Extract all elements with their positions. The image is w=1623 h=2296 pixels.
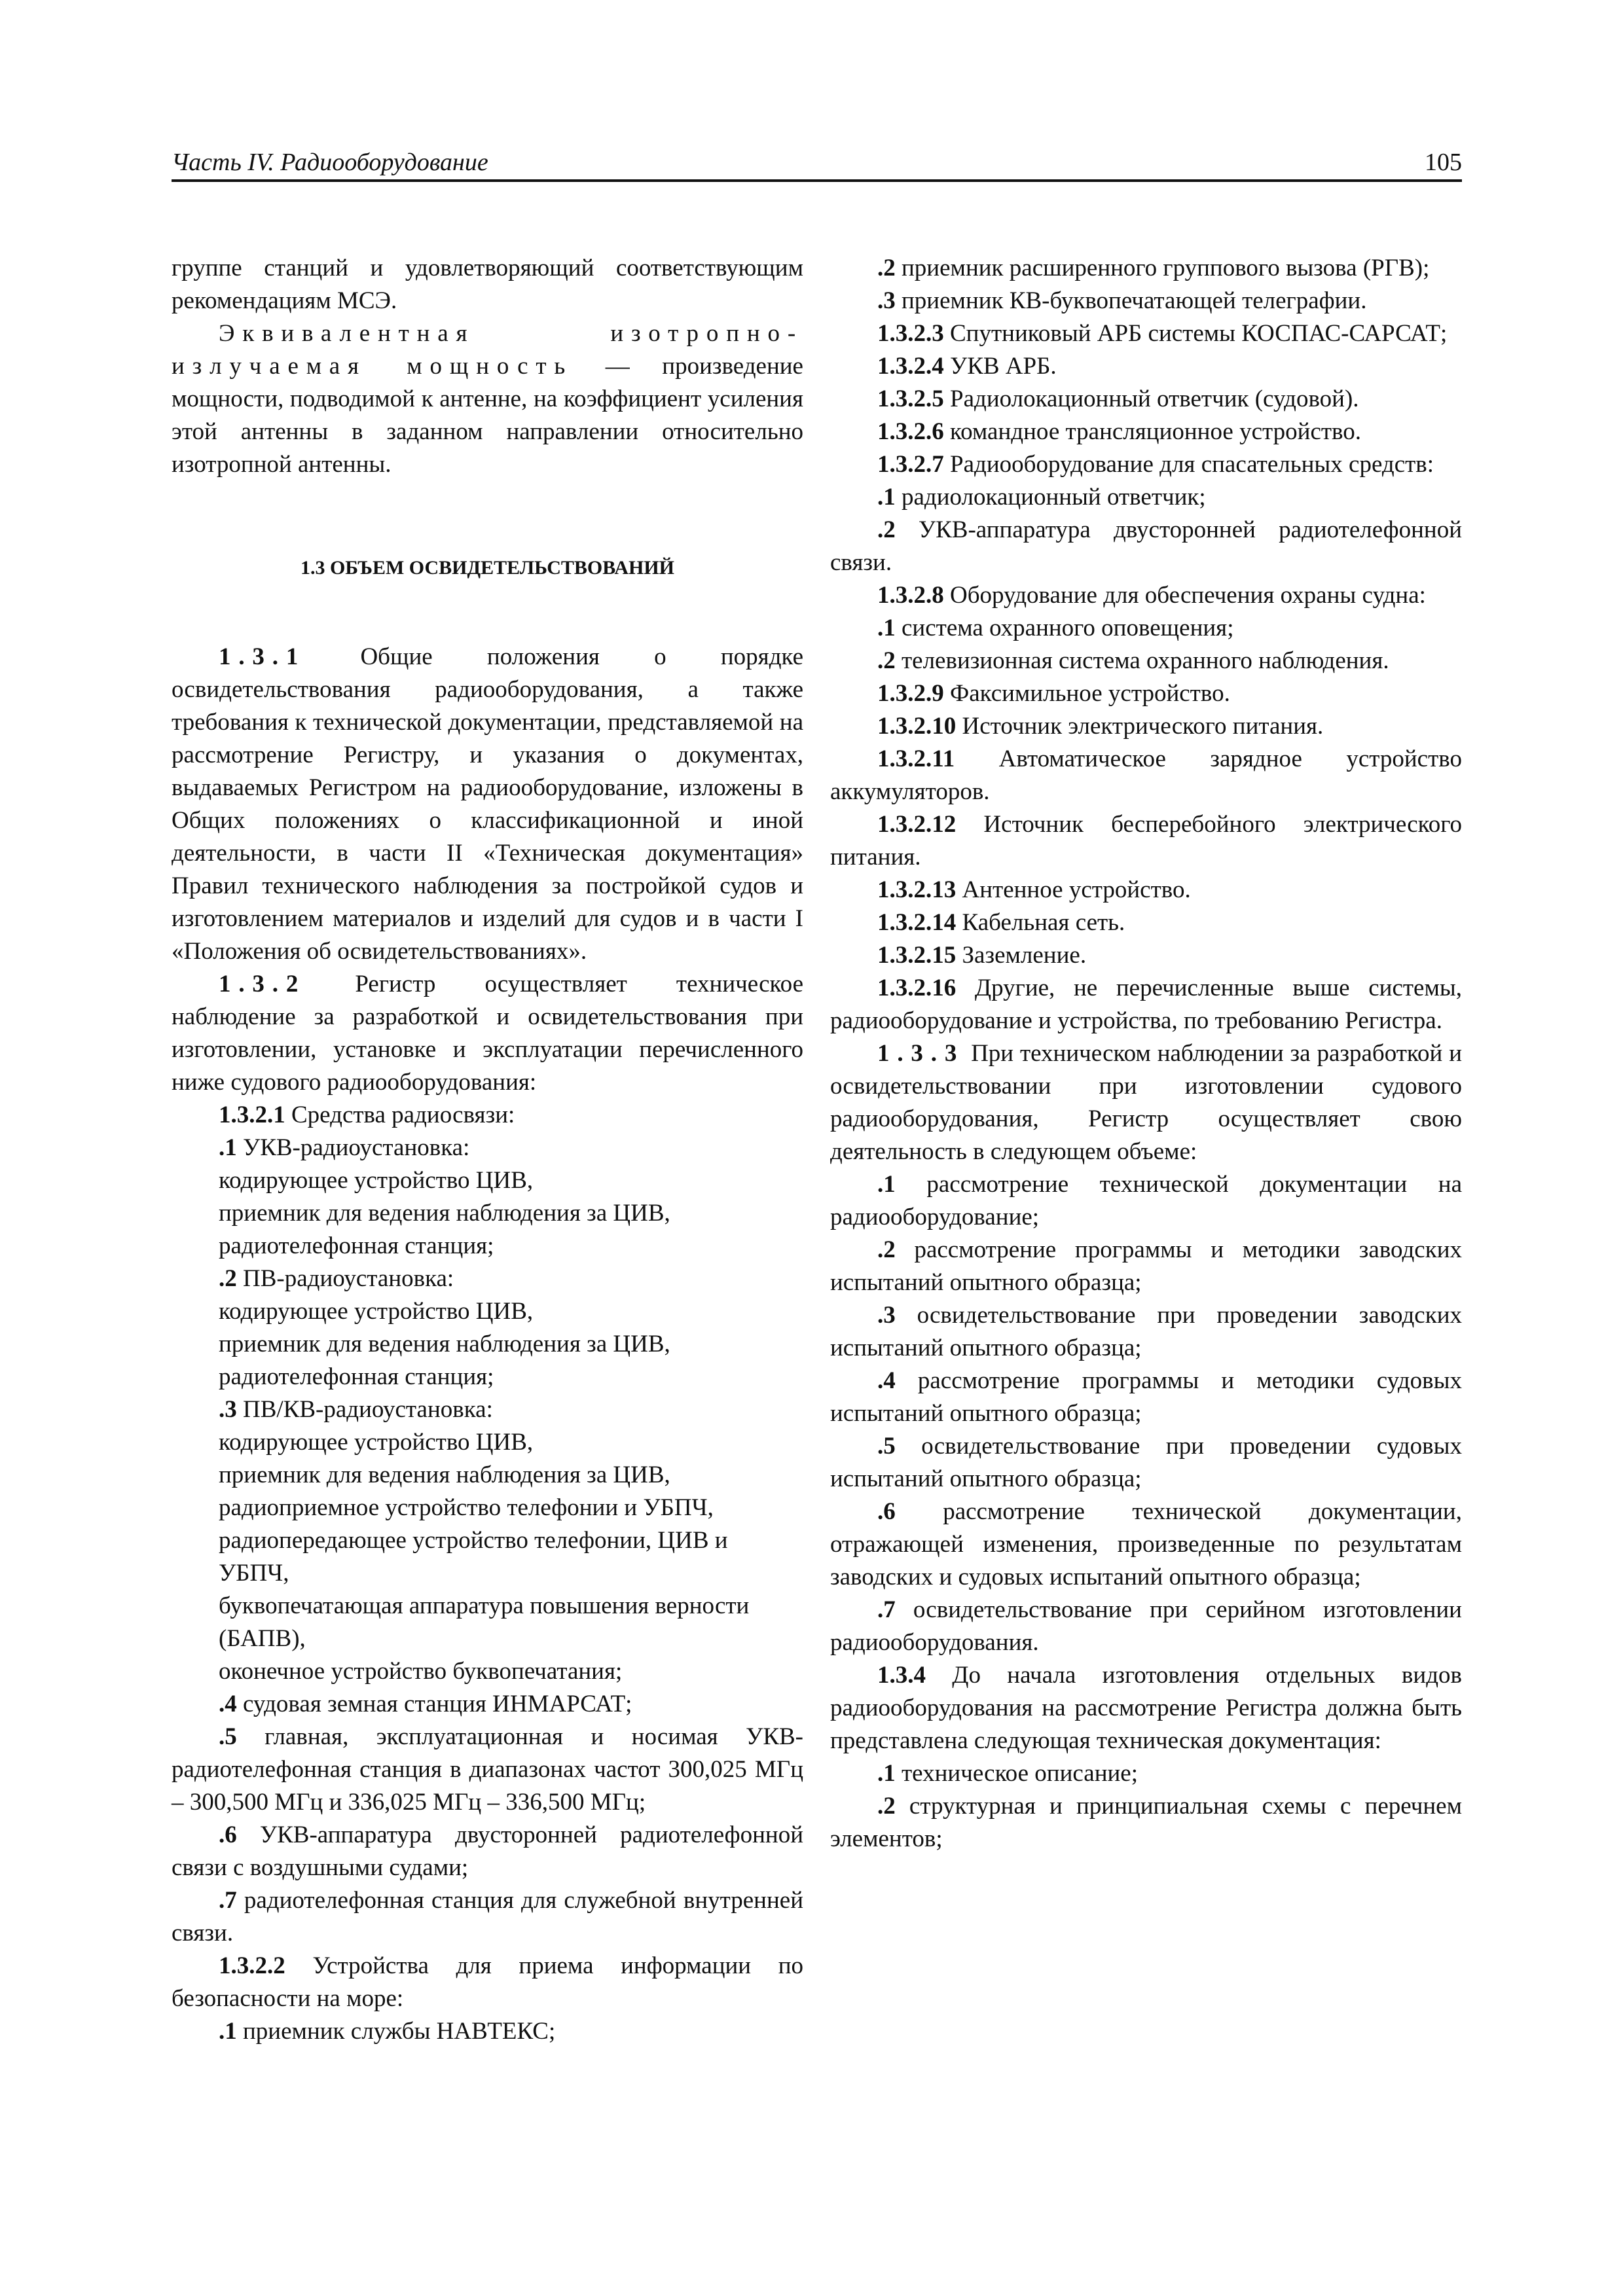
paragraph-1-3-2-10: 1.3.2.10 Источник электрического питания. (877, 713, 1324, 740)
list-line: радиотелефонная станция; (219, 1363, 494, 1390)
list-line: кодирующее устройство ЦИВ, (219, 1429, 534, 1456)
paragraph-1-3-2-1: 1.3.2.1 Средства радиосвязи: (219, 1102, 515, 1128)
paragraph-1-3-4: 1.3.4 До начала изготовления отдельных видов радиооборудования на рассмотрение Регистра должна быть представлена следующая техническая документация: (830, 1662, 1462, 1754)
list-line: кодирующее устройство ЦИВ, (219, 1298, 534, 1325)
list-item: .2 телевизионная система охранного наблюдения. (877, 647, 1389, 674)
list-item: .5 главная, эксплуатационная и носимая УКВ-радиотелефонная станция в диапазонах частот 300,025 МГц – 300,500 МГц и 336,025 МГц – 336,500 МГц; (172, 1723, 803, 1816)
list-line: приемник для ведения наблюдения за ЦИВ, (219, 1331, 670, 1357)
list-item: .6 рассмотрение технической документации, отражающей изменения, произведенные по результатам заводских и судовых испытаний опытного образца; (830, 1498, 1462, 1590)
list-item: .1 радиолокационный ответчик; (877, 484, 1206, 511)
list-item: .2 УКВ-аппаратура двусторонней радиотелефонной связи. (830, 516, 1462, 576)
paragraph-1-3-2-16: 1.3.2.16 Другие, не перечисленные выше системы, радиооборудование и устройства, по требованию Регистра. (830, 975, 1462, 1034)
list-item: .1 техническое описание; (877, 1760, 1139, 1787)
list-item: .7 радиотелефонная станция для служебной внутренней связи. (172, 1887, 803, 1946)
list-item: .4 судовая земная станция ИНМАРСАТ; (219, 1691, 632, 1717)
list-line: кодирующее устройство ЦИВ, (219, 1167, 534, 1194)
paragraph-1-3-2-12: 1.3.2.12 Источник бесперебойного электрического питания. (830, 811, 1462, 870)
paragraph-1-3-2-11: 1.3.2.11 Автоматическое зарядное устройство аккумуляторов. (830, 745, 1462, 805)
paragraph-1-3-3: 1.3.3 При техническом наблюдении за разработкой и освидетельствовании при изготовлении судового радиооборудования, Регистр осуществляет свою деятельность в следующем объеме: (830, 1040, 1462, 1165)
defined-term: Эквивалентная изотропно-излучаемая мощность (172, 320, 803, 380)
page-number: 105 (1425, 149, 1462, 176)
paragraph-1-3-2-15: 1.3.2.15 Заземление. (877, 942, 1087, 969)
list-line: буквопечатающая аппаратура повышения верности (БАПВ), (219, 1592, 750, 1652)
list-item: .2 структурная и принципиальная схемы с перечнем элементов; (830, 1793, 1462, 1852)
paragraph-1-3-1: 1.3.1 Общие положения о порядке освидетельствования радиооборудования, а также требования к технической документации, представляемой на рассмотрение Регистру, и указания о документах, выдаваемых Регистром на радиооборудование, изложены в Общих положениях о классификационной и иной деятельности, в части II «Техническая документация» Правил технического наблюдения за постройкой судов и изготовлением материалов и изделий для судов и в части I «Положения об освидетельствованиях». (172, 643, 803, 965)
list-line: радиотелефонная станция; (219, 1232, 494, 1259)
list-item: .6 УКВ-аппаратура двусторонней радиотелефонной связи с воздушными судами; (172, 1821, 803, 1881)
paragraph-1-3-2: 1.3.2 Регистр осуществляет техническое наблюдение за разработкой и освидетельствования при изготовлении, установке и эксплуатации перечисленного ниже судового радиооборудования: (172, 971, 803, 1096)
paragraph-1-3-2-4: 1.3.2.4 УКВ АРБ. (877, 353, 1057, 380)
page-header (172, 145, 1462, 182)
list-item: .3 ПВ/КВ-радиоустановка: (219, 1396, 493, 1423)
right-column (830, 252, 1462, 1856)
running-title: Часть IV. Радиооборудование (172, 149, 488, 176)
list-line: приемник для ведения наблюдения за ЦИВ, (219, 1462, 670, 1488)
paragraph-1-3-2-8: 1.3.2.8 Оборудование для обеспечения охраны судна: (877, 582, 1426, 609)
list-item: .1 приемник службы НАВТЕКС; (219, 2018, 556, 2045)
paragraph-1-3-2-13: 1.3.2.13 Антенное устройство. (877, 876, 1191, 903)
list-item: .3 приемник КВ-буквопечатающей телеграфии. (877, 287, 1367, 314)
list-item: .3 освидетельствование при проведении заводских испытаний опытного образца; (830, 1302, 1462, 1361)
list-line: радиопередающее устройство телефонии, ЦИВ и УБПЧ, (219, 1527, 728, 1587)
list-line: радиоприемное устройство телефонии и УБПЧ, (219, 1494, 714, 1521)
paragraph-1-3-2-14: 1.3.2.14 Кабельная сеть. (877, 909, 1125, 936)
list-line: оконечное устройство буквопечатания; (219, 1658, 623, 1685)
list-item: .4 рассмотрение программы и методики судовых испытаний опытного образца; (830, 1367, 1462, 1427)
list-item: .2 рассмотрение программы и методики заводских испытаний опытного образца; (830, 1236, 1462, 1296)
paragraph-1-3-2-3: 1.3.2.3 Спутниковый АРБ системы КОСПАС-САРСАТ; (877, 320, 1448, 347)
list-item: .5 освидетельствование при проведении судовых испытаний опытного образца; (830, 1433, 1462, 1492)
list-item: .7 освидетельствование при серийном изготовлении радиооборудования. (830, 1596, 1462, 1656)
list-item: .1 система охранного оповещения; (877, 615, 1234, 641)
list-item: .2 ПВ-радиоустановка: (219, 1265, 454, 1292)
paragraph-1-3-2-5: 1.3.2.5 Радиолокационный ответчик (судовой). (877, 386, 1359, 412)
paragraph-continuation: группе станций и удовлетворяющий соответствующим рекомендациям МСЭ. (172, 255, 803, 314)
list-item: .2 приемник расширенного группового вызова (РГВ); (877, 255, 1430, 281)
paragraph-1-3-2-7: 1.3.2.7 Радиооборудование для спасательных средств: (877, 451, 1434, 478)
left-column (172, 252, 803, 2048)
list-line: приемник для ведения наблюдения за ЦИВ, (219, 1200, 670, 1227)
section-heading: 1.3 ОБЪЕМ ОСВИДЕТЕЛЬСТВОВАНИЙ (300, 557, 675, 579)
paragraph-eirp-definition: Эквивалентная изотропно-излучаемая мощность — произведение мощности, подводимой к антенне, на коэффициент усиления этой антенны в заданном направлении относительно изотропной антенны. (172, 320, 803, 478)
paragraph-1-3-2-9: 1.3.2.9 Факсимильное устройство. (877, 680, 1230, 707)
list-item: .1 рассмотрение технической документации на радиооборудование; (830, 1171, 1462, 1230)
list-item: .1 УКВ-радиоустановка: (219, 1134, 470, 1161)
paragraph-1-3-2-6: 1.3.2.6 командное трансляционное устройство. (877, 418, 1362, 445)
paragraph-1-3-2-2: 1.3.2.2 Устройства для приема информации по безопасности на море: (172, 1952, 803, 2012)
